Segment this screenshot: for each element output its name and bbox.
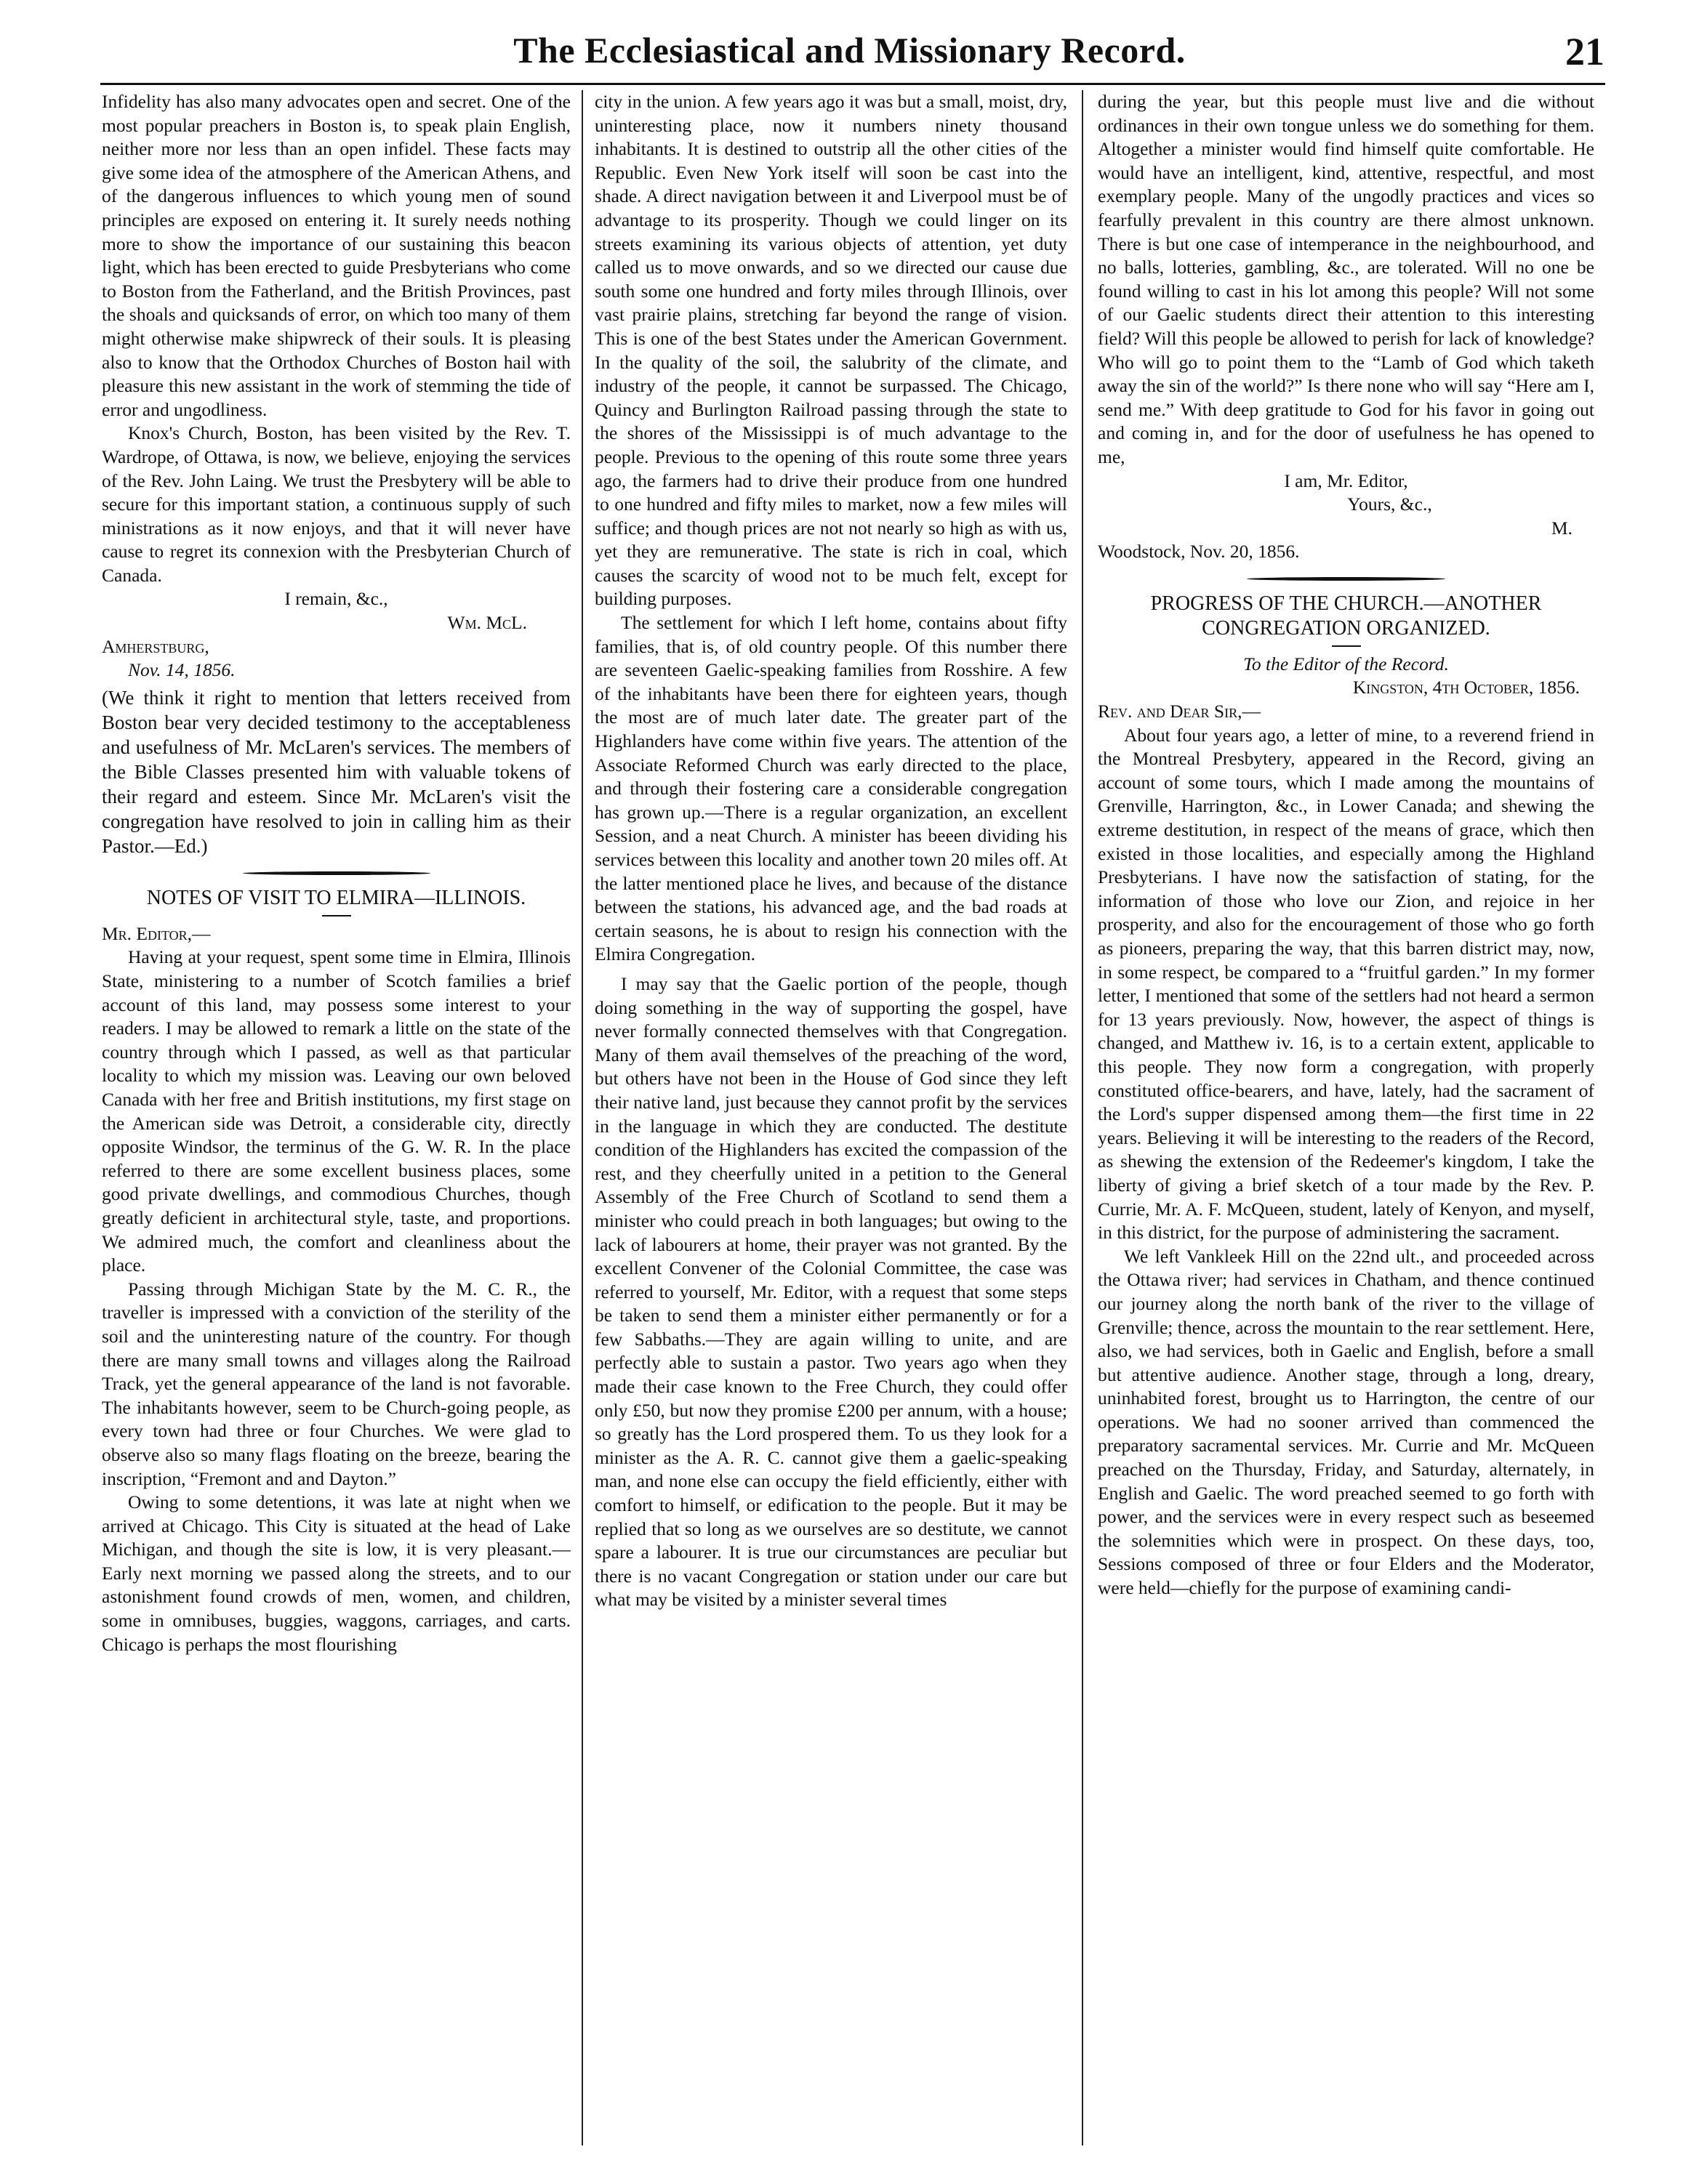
header-rule [100, 83, 1605, 85]
column-divider-1 [582, 90, 583, 2145]
paragraph: We left Vankleek Hill on the 22nd ult., and proceeded across the Ottawa river; had services in Chatham, and thence continued our journey along the north bank of the river to the village of Grenville; thence, across the mountain to the rear settlement. Here, also, we had services, both in Gaelic and English, before a small but attentive audience. Another stage, through a long, dreary, uninhabited forest, brought us to Harrington, the centre of our operations. We had no sooner arrived than commenced the preparatory sacramental services. Mr. Currie and Mr. McQueen preached on the Thursday, Friday, and Saturday, alternately, in English and Gaelic. The word preached seemed to go forth with power, and the services were in every respect such as beseemed the solemnities which were in prospect. On these days, too, Sessions composed of three or four Elders and the Moderator, were held—chiefly for the purpose of examining candi- [1098, 1245, 1594, 1599]
paragraph: city in the union. A few years ago it was but a small, moist, dry, uninteresting place, now it numbers ninety thousand inhabitants. It is destined to outstrip all the other cities of the Republic. Even New York itself will soon be cast into the shade. A direct navigation between it and Liverpool must be of advantage to its prosperity. Though we could linger on its streets examining its various objects of attention, yet duty called us to move onwards, and so we directed our cause due south some one hundred and forty miles through Illinois, over vast prairie plains, stretching far beyond the range of vision. This is one of the best States under the American Government. In the quality of the soil, the salubrity of the climate, and industry of the people, it cannot be surpassed. The Chicago, Quincy and Burlington Railroad passing through the state to the shores of the Mississippi is of much advantage to the people. Previous to the opening of this route some three years ago, the farmers had to drive their produce from one hundred to one hundred and fifty miles to market, now a few miles will suffice; and though prices are not not nearly so high as with us, yet they are remunerative. The state is rich in coal, which causes the scarcity of wood not to be much felt, except for building purposes. [595, 91, 1067, 610]
signature: M. [1551, 517, 1573, 539]
letter-closing: I remain, &c., [284, 588, 388, 610]
section-divider [102, 867, 571, 879]
place: Amherstburg, [102, 635, 209, 657]
paragraph: Passing through Michigan State by the M. C. R., the traveller is impressed with a conviction of the sterility of the soil and the uninteresting nature of the country. For though there are many small towns and villages along the Railroad Track, yet the general appearance of the land is not favorable. The inhabitants however, seem to be Church-going people, as every town had three or four Churches. We were glad to observe also so many flags floating on the breeze, bearing the inscription, “Fremont and and Dayton.” [102, 1278, 571, 1489]
heading-rule [322, 915, 351, 916]
column-3 [1098, 90, 1594, 2147]
column-1 [102, 90, 571, 2147]
paragraph: during the year, but this people must live and die without ordinances in their own tongue unless we do something for them. Altogether a minister would find himself quite comfortable. He would have an intelligent, kind, attentive, respectful, and most exemplary people. Many of the ungodly practices and vices so fearfully prevalent in this country are there almost unknown. There is but one case of intemperance in the neighbourhood, and no balls, lotteries, gambling, &c., are tolerated. Will no one be found willing to cast in his lot among this people? Will not some of our Gaelic students direct their attention to this interesting field? Will this people be allowed to perish for lack of knowledge? Who will go to point them to the “Lamb of God which taketh away the sin of the world?” Is there none who will say “Here am I, send me.” With deep gratitude to God for his favor in going out and coming in, and for the door of usefulness he has opened to me, [1098, 91, 1594, 467]
paragraph: Knox's Church, Boston, has been visited by the Rev. T. Wardrope, of Ottawa, is now, we believe, enjoying the services of the Rev. John Laing. We trust the Presbytery will be able to secure for this important station, a continuous supply of such ministrations as it now enjoys, and that it will never have cause to regret its connexion with the Presbyterian Church of Canada. [102, 422, 571, 586]
journal-title: The Ecclesiastical and Missionary Record. [513, 30, 1186, 70]
column-divider-2 [1082, 90, 1083, 2145]
page-header [0, 29, 1699, 80]
addressee: To the Editor of the Record. [1243, 653, 1449, 674]
paragraph: I may say that the Gaelic portion of the people, though doing something in the way of supporting the gospel, have never formally connected themselves with that Congregation. Many of them avail themselves of the preaching of the word, but others have not been in the House of God since they left their native land, just because they cannot profit by the services in the language in which they are conducted. The destitute condition of the Highlanders has excited the compassion of the rest, and they cheerfully united in a petition to the General Assembly of the Free Church of Scotland to send them a minister who could preach in both languages; but owing to the lack of labourers at home, their prayer was not granted. By the excellent Convener of the Colonial Committee, the case was referred to yourself, Mr. Editor, with a request that some steps be taken to send them a minister either permanently or for a few Sabbaths.—They are again willing to unite, and are perfectly able to sustain a pastor. Two years ago when they made their case known to the Free Church, they could offer only £50, but now they promise £200 per annum, with a house; so greatly has the Lord prospered them. To us they look for a minister as the A. R. C. cannot give them a gaelic-speaking man, and none else can occupy the field efficiently, either with comfort to himself, or edification to the people. But it may be replied that so long as we ourselves are so destitute, we cannot spare a labourer. It is true our circumstances are peculiar but there is no vacant Congregation or station under our care but what may be visited by a minister several times [595, 972, 1067, 1611]
paragraph: Owing to some detentions, it was late at night when we arrived at Chicago. This City is situated at the head of Lake Michigan, and though the site is low, it is very pleasant.—Early next morning we passed along the streets, and to our astonishment found crowds of men, women, and children, some in omnibuses, buggies, waggons, carriages, and carts. Chicago is perhaps the most flourishing [102, 1491, 571, 1655]
signature: Wm. McL. [447, 612, 527, 634]
date: Nov. 14, 1856. [128, 659, 236, 681]
article-heading: PROGRESS OF THE CHURCH.—ANOTHER CONGREGATION ORGANIZED. [1150, 592, 1542, 640]
heading-rule [1332, 645, 1361, 647]
paragraph: Infidelity has also many advocates open and secret. One of the most popular preachers in Boston is, to speak plain English, neither more nor less than an open infidel. These facts may give some idea of the atmosphere of the American Athens, and of the dangerous influences to which young men of sound principles are exposed on entering it. It surely needs nothing more to show the importance of our sustaining this beacon light, which has been erected to guide Presbyterians who come to Boston from the Fatherland, and the British Provinces, past the shoals and quicksands of error, on which too many of them might otherwise make shipwreck of their souls. It is pleasing also to know that the Orthodox Churches of Boston hail with pleasure this new assistant in the work of stemming the tide of error and ungodliness. [102, 91, 571, 420]
page-number: 21 [1565, 30, 1604, 73]
column-2 [595, 90, 1067, 2147]
salutation: Rev. and Dear Sir,— [1098, 701, 1261, 722]
article-heading: NOTES OF VISIT TO ELMIRA—ILLINOIS. [146, 886, 526, 909]
letter-closing: I am, Mr. Editor, [1284, 470, 1408, 491]
editor-note: (We think it right to mention that letters received from Boston bear very decided testimony to the acceptableness and usefulness of Mr. McLaren's services. The members of the Bible Classes presented him with valuable tokens of their regard and esteem. Since Mr. McLaren's visit the congregation have resolved to join in calling him as their Pastor.—Ed.) [102, 686, 571, 857]
dateline: Woodstock, Nov. 20, 1856. [1098, 541, 1300, 563]
letter-closing: Yours, &c., [1347, 493, 1432, 515]
paragraph: Having at your request, spent some time in Elmira, Illinois State, ministering to a number of Scotch families a brief account of this land, may possess some interest to your readers. I may be allowed to remark a little on the state of the country through which I passed, as well as that particular locality to which my mission was. Leaving our own beloved Canada with her free and British institutions, my first stage on the American side was Detroit, a considerable city, directly opposite Windsor, the terminus of the G. W. R. In the place referred to there are some excellent business places, some good private dwellings, and commodious Churches, though greatly deficient in architectural style, taste, and proportions. We admired much, the comfort and cleanliness about the place. [102, 946, 571, 1276]
section-divider [1098, 573, 1594, 584]
place-date: Kingston, 4th October, 1856. [1352, 677, 1580, 698]
salutation: Mr. Editor,— [102, 922, 211, 944]
paragraph: About four years ago, a letter of mine, to a reverend friend in the Montreal Presbytery, appeared in the Record, giving an account of some tours, which I made among the mountains of Grenville, Harrington, &c., in Lower Canada; and shewing the extreme destitution, in respect of the means of grace, which then existed in those localities, and especially among the Highland Presbyterians. I have now the satisfaction of stating, for the information of those who love our Zion, and rejoice in her prosperity, and also for the encouragement of those who go forth as pioneers, preparing the way, that this barren district may, now, in some respect, be compared to a “fruitful garden.” In my former letter, I mentioned that some of the settlers had not heard a sermon for 13 years previously. Now, however, the aspect of things is changed, and Matthew iv. 16, is to a certain extent, applicable to this people. They now form a congregation, with properly constituted office-bearers, and have, lately, had the sacrament of the Lord's supper dispensed among them—the first time in 22 years. Believing it will be interesting to the readers of the Record, as shewing the extension of the Redeemer's kingdom, I take the liberty of giving a brief sketch of a tour made by the Rev. P. Currie, Mr. A. F. McQueen, student, lately of Kenyon, and myself, in this district, for the purpose of administering the sacrament. [1098, 724, 1594, 1244]
paragraph: The settlement for which I left home, contains about fifty families, that is, of old country people. Of this number there are seventeen Gaelic-speaking families from Rosshire. A few of the inhabitants have been there for eighteen years, though the most are of much later date. The greater part of the Highlanders have come within five years. The attention of the Associate Reformed Church was early directed to the place, and through their fostering care a considerable congregation has grown up.—There is a regular organization, an excellent Session, and a neat Church. A minister has beeen dividing his services between this locality and another town 20 miles off. At the latter mentioned place he lives, and because of the distance between the stations, his advanced age, and the bad roads at certain seasons, he is about to resign his connection with the Elmira Congregation. [595, 612, 1067, 965]
